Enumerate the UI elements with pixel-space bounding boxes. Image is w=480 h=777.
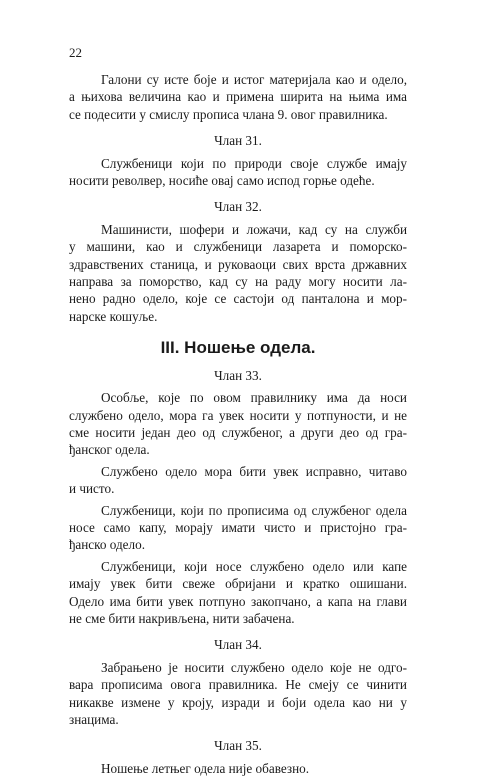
text-line: Службено одело мора бити увек исправно, читаво — [101, 463, 407, 479]
text-line: ђанско одело. — [69, 537, 146, 553]
text-line: ђанског одела. — [69, 442, 150, 458]
text-line: Ношење летњег одела није обавезно. — [101, 760, 310, 776]
page-body — [69, 71, 407, 777]
article-heading-32: Члан 32. — [214, 199, 262, 215]
article-heading-35: Члан 35. — [214, 738, 262, 754]
paragraph-article-31 — [69, 155, 407, 190]
paragraph-article-33-c — [69, 502, 407, 554]
text-line: Галони су исте боје и истог материјала као и одело, — [101, 72, 407, 87]
text-line: и чисто. — [69, 481, 115, 497]
paragraph-article-34 — [69, 659, 407, 729]
text-line: Забрањено је носити службено одело које не одго- — [101, 659, 407, 675]
text-line: никакве измене у кроју, изради и боји одела као ни у — [69, 694, 407, 710]
text-line: Одело има бити увек потпуно закопчано, а капа на глави — [69, 593, 407, 609]
paragraph-galons — [69, 71, 407, 123]
text-line: у машини, као и службеници лазарета и поморско- — [69, 239, 407, 255]
article-heading-31: Члан 31. — [214, 133, 262, 149]
text-line: Службеници, који по прописима од службеног одела — [101, 502, 407, 518]
text-line: сме носити један део од службеног, а други део од гра- — [69, 424, 407, 440]
article-heading-34: Члан 34. — [214, 637, 262, 653]
text-line: нено радно одело, које се састоји од панталона и мор- — [69, 291, 407, 307]
text-line: Машинисти, шофери и ложачи, кад су на служби — [101, 221, 407, 237]
page-number: 22 — [69, 45, 82, 60]
paragraph-article-32 — [69, 221, 407, 325]
text-line: Особље, које по овом правилнику има да носи — [101, 390, 407, 406]
paragraph-article-35 — [69, 760, 407, 777]
text-line: нарске кошуље. — [69, 308, 158, 324]
text-line: носити револвер, носиће овај само испод горње одеће. — [69, 173, 375, 189]
text-line: здравствених станица, и руковаоци свих врста државних — [69, 256, 407, 272]
text-line: направа за поморство, кад су на раду могу носити ла- — [69, 274, 407, 290]
text-line: вара прописима овога правилника. Не смеју се чинити — [69, 677, 407, 693]
paragraph-article-33-a — [69, 389, 407, 459]
text-line: се подесити у смислу прописа члана 9. овог правилника. — [69, 106, 388, 122]
text-line: службено одело, мора га увек носити у потпуности, и не — [69, 407, 407, 423]
text-line: носе само капу, морају имати чисто и пристојно гра- — [69, 519, 407, 535]
text-line: а њихова величина као и примена ширита на њима има — [69, 89, 407, 105]
text-line: имају увек бити свеже обријани и кратко ошишани. — [69, 576, 407, 592]
section-heading: III. Ношење одела. — [160, 338, 316, 358]
paragraph-article-33-d — [69, 558, 407, 628]
text-line: Службеници, који носе службено одело или капе — [101, 558, 407, 574]
text-line: не сме бити накривљена, нити забачена. — [69, 610, 295, 626]
article-heading-33: Члан 33. — [214, 367, 262, 383]
paragraph-article-33-b — [69, 463, 407, 498]
text-line: Службеници који по природи своје службе имају — [101, 155, 407, 171]
text-line: знацима. — [69, 712, 119, 727]
